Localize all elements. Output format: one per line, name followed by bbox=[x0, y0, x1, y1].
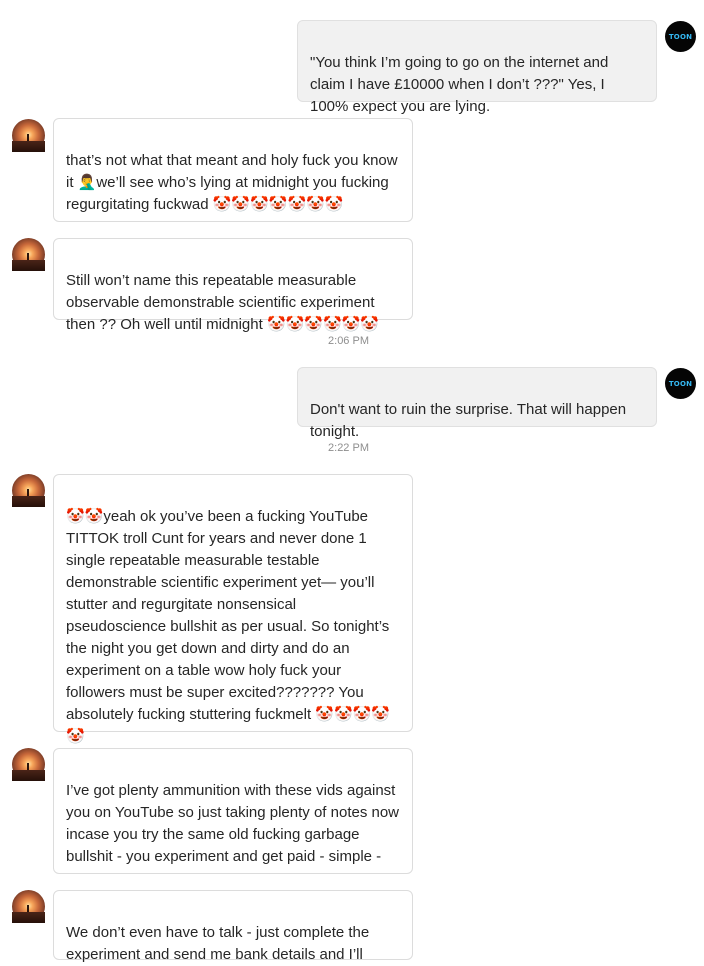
outgoing-message-bubble bbox=[297, 20, 657, 115]
message-text: I’ve got plenty ammunition with these vids against you on YouTube so just taking plenty of notes now incase you try the same old fucking garbage bullshit - you experiment and get paid - simple - bbox=[66, 782, 400, 865]
incoming-message-bubble bbox=[53, 748, 413, 874]
contact-avatar[interactable] bbox=[12, 119, 45, 152]
message-text: We don’t even have to talk - just complete the experiment and send me bank details and I’ll bbox=[66, 924, 370, 963]
incoming-message-bubble bbox=[53, 238, 413, 333]
contact-avatar[interactable] bbox=[12, 238, 45, 271]
message-text: that’s not what that meant and holy fuck you know it 🤦‍♂️we’ll see who’s lying at midnight you fucking regurgitating fuckwad 🤡🤡🤡🤡🤡🤡🤡 bbox=[66, 152, 398, 213]
avatar-logo-text: TOON bbox=[668, 32, 693, 41]
sunset-ground bbox=[12, 496, 45, 507]
incoming-message-bubble bbox=[53, 474, 413, 745]
contact-avatar[interactable] bbox=[12, 890, 45, 923]
message-text: Don't want to ruin the surprise. That will happen tonight. bbox=[310, 401, 627, 440]
message-text: "You think I’m going to go on the internet and claim I have £10000 when I don’t ???" Yes, I 100% expect you are lying. bbox=[310, 54, 609, 115]
sunset-ground bbox=[12, 770, 45, 781]
sunset-ground bbox=[12, 141, 45, 152]
message-text: Still won’t name this repeatable measurable observable demonstrable scientific experiment then ?? Oh well until midnight 🤡🤡🤡🤡🤡🤡 bbox=[66, 272, 380, 333]
message-text: 🤡🤡yeah ok you’ve been a fucking YouTube TITTOK troll Cunt for years and never done 1 single repeatable measurable testable demonstrable scientific experiment yet— you’ll stutter and regurgitate nonsensical pseudoscience bullshit as per usual. So tonight’s the night you get down and dirty and do an experiment on a table wow holy fuck your followers must be super excited??????? You absolutely fucking stuttering fuckmelt 🤡🤡🤡🤡🤡 bbox=[66, 508, 390, 745]
outgoing-message-bubble bbox=[297, 367, 657, 440]
incoming-message-bubble bbox=[53, 118, 413, 222]
sender-avatar[interactable] bbox=[665, 368, 696, 399]
contact-avatar[interactable] bbox=[12, 748, 45, 781]
incoming-message-bubble bbox=[53, 890, 413, 963]
timestamp: 2:06 PM bbox=[328, 335, 369, 347]
sunset-ground bbox=[12, 260, 45, 271]
sunset-ground bbox=[12, 912, 45, 923]
sender-avatar[interactable] bbox=[665, 21, 696, 52]
avatar-logo-text: TOON bbox=[668, 379, 693, 388]
timestamp: 2:22 PM bbox=[328, 442, 369, 454]
contact-avatar[interactable] bbox=[12, 474, 45, 507]
